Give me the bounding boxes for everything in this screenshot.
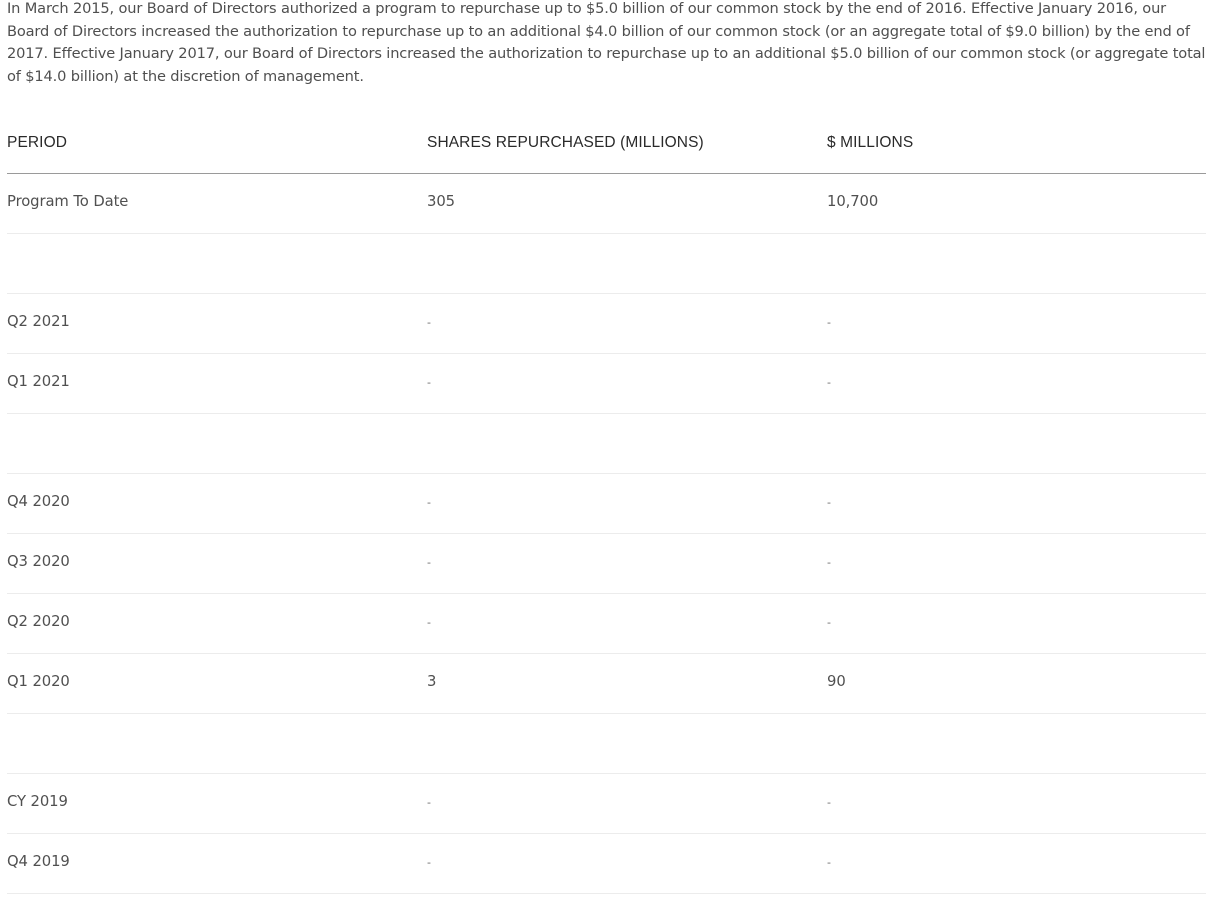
table-row: [7, 414, 1206, 474]
cell-shares: -: [427, 556, 431, 569]
cell-dollars: 10,700: [827, 193, 879, 210]
cell-shares: -: [427, 376, 431, 389]
cell-dollars: -: [827, 316, 831, 329]
table-row: [7, 474, 1206, 534]
header-dollar-millions: $ MILLIONS: [827, 134, 914, 151]
cell-dollars: -: [827, 556, 831, 569]
cell-shares: -: [427, 856, 431, 869]
cell-period: Q3 2020: [7, 553, 70, 570]
cell-shares: -: [427, 616, 431, 629]
cell-period: Q1 2021: [7, 373, 70, 390]
table-row: [7, 294, 1206, 354]
table-header-row: [7, 113, 1206, 174]
cell-shares: -: [427, 316, 431, 329]
cell-shares: -: [427, 496, 431, 509]
cell-shares: 3: [427, 673, 437, 690]
table-body: [7, 174, 1206, 894]
header-shares-repurchased: SHARES REPURCHASED (MILLIONS): [427, 134, 704, 151]
cell-period: Q2 2021: [7, 313, 70, 330]
table-row: [7, 234, 1206, 294]
cell-dollars: -: [827, 796, 831, 809]
cell-shares: 305: [427, 193, 455, 210]
cell-dollars: -: [827, 376, 831, 389]
cell-period: Q4 2019: [7, 853, 70, 870]
table-row: [7, 594, 1206, 654]
cell-shares: -: [427, 796, 431, 809]
table-row: [7, 174, 1206, 234]
table-row: [7, 714, 1206, 774]
cell-period: Program To Date: [7, 193, 129, 210]
cell-dollars: -: [827, 616, 831, 629]
cell-period: Q1 2020: [7, 673, 70, 690]
table-row: [7, 354, 1206, 414]
cell-dollars: 90: [827, 673, 846, 690]
table-row: [7, 834, 1206, 894]
header-period: PERIOD: [7, 134, 68, 151]
table-row: [7, 774, 1206, 834]
table-row: [7, 534, 1206, 594]
table-row: [7, 654, 1206, 714]
cell-period: CY 2019: [7, 793, 68, 810]
cell-period: Q4 2020: [7, 493, 70, 510]
cell-dollars: -: [827, 856, 831, 869]
intro-paragraph: In March 2015, our Board of Directors authorized a program to repurchase up to $5.0 billion of our common stock by the end of 2016. Effective January 2016, our Board of Directors increased the authorization to repurchase up to an additional $4.0 billion of our common stock (or an aggregate total of $9.0 billion) by the end of 2017. Effective January 2017, our Board of Directors increased the authorization to repurchase up to an additional $5.0 billion of our common stock (or aggregate total of $14.0 billion) at the discretion of management.: [7, 0, 1206, 85]
cell-dollars: -: [827, 496, 831, 509]
cell-period: Q2 2020: [7, 613, 70, 630]
share-repurchase-table: [7, 113, 1206, 894]
